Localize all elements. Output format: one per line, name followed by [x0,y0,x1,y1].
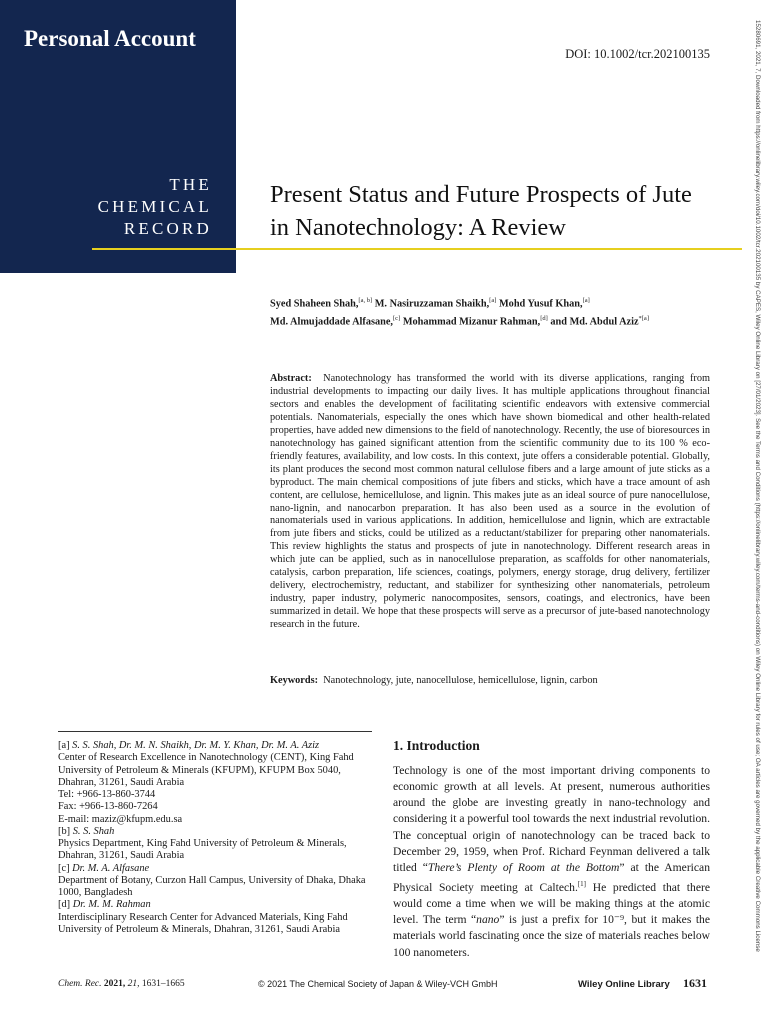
reference-link[interactable]: [1] [577,880,587,889]
author-name: Syed Shaheen Shah, [270,298,359,310]
section-heading: 1. Introduction [393,738,480,753]
keywords-text: Nanotechnology, jute, nanocellulose, hemicellulose, lignin, carbon [323,675,598,686]
footnote-email[interactable]: E-mail: maziz@kfupm.edu.sa [58,813,183,825]
keywords-label: Keywords: [270,675,319,686]
footnote-tag: [d] [58,899,71,911]
author-name: M. Nasiruzzaman Shaikh, [374,298,490,310]
journal-name-line: CHEMICAL [97,197,212,216]
footnote-divider [58,731,372,732]
affiliation-footnotes [58,740,378,936]
journal-logo [12,174,212,240]
abstract-label: Abstract: [270,373,312,384]
footnote-names: S. S. Shah, Dr. M. N. Shaikh, Dr. M. Y. Khan, Dr. M. A. Aziz [72,740,320,751]
footnote-line: Physics Department, King Fahd University of Petroleum & Minerals, Dhahran, 31261, Saudi Arabia [58,838,347,862]
talk-title: There’s Plenty of Room at the Bottom [427,860,620,874]
author-name: Mohd Yusuf Khan, [498,298,583,310]
intro-text: Technology is one of the most important driving components to economic growth at all levels. At present, numerous authorities around the globe are investing greatly in nano-technology and considering it a powerful tool towards the next industrial revolution. The conceptual origin of nanotechnology can be traced back to December 29, 1959, when Prof. Richard Feynman delivered a talk titled “ [393,764,710,874]
intro-text: ” at the American Physical Society meeting at Caltech. [393,860,710,894]
footnote-tag: [a] [58,740,70,751]
footnote [58,740,378,826]
accent-rule [92,248,742,250]
footnote-line: Fax: +966-13-860-7264 [58,801,158,813]
abstract-text: Nanotechnology has transformed the world with its diverse applications, ranging from industrial developments to impacting our daily lives. It has multiple applications throughout financial sectors and enables the development of facilitating scientific endeavors with extensive commercial potentials. Nanomaterials, especially the ones which have shown biomedical and other health-related properties, have added new dimensions to the field of nanotechnology. Recently, the use of bioresources in nanotechnology has gained significant attention from the scientific community due to its 100 % eco-friendly features, availability, and low costs. In this context, jute offers a considerable potential. Globally, its plant produces the second most common natural cellulose fibers and a large amount of jute sticks as a byproduct. The main chemical compositions of jute fibers and sticks, which have a trace amount of ash content, are cellulose, hemicellulose, and lignin. This makes jute as an ideal source of pure nanocellulose, nano-lignin, and nanocarbon preparation. It has also been used as a source in the evolution of nanomaterials used in various applications. In addition, hemicellulose and lignin, which are extractable from jute fibers and sticks, could be utilized as a reductant/stabilizer for preparing other nanomaterials. This review highlights the status and prospects of jute in nanotechnology. Different research areas in which jute can be applied, such as in nanocellulose preparation, as scaffolds for other nanomaterials, catalysis, carbon preparation, life sciences, coatings, polymers, energy storage, drug delivery, fertilizer delivery, electrochemistry, reductant, and stabilizer for synthesizing other nanomaterials, petroleum industry, paper industry, polymeric nanocomposites, sensors, coatings, and electronics, have been summarized in detail. We hope that these prospects will serve as a precursor of jute-based nanotechnology research in the future. [270,373,710,631]
citation-volume: 21, [127,979,140,989]
intro-paragraph [393,763,710,961]
journal-name-line: RECORD [123,219,212,238]
author-list [270,293,720,330]
term-nano: nano [476,913,500,927]
author-affiliation: [a] [489,297,497,304]
citation-pages: 1631–1665 [141,979,185,989]
wiley-online-library-link[interactable]: Wiley Online Library [578,979,670,990]
doi[interactable]: DOI: 10.1002/tcr.202100135 [565,47,710,61]
abstract [270,373,710,632]
author-name: Mohammad Mizanur Rahman, [402,316,541,328]
copyright: © 2021 The Chemical Society of Japan & Wiley-VCH GmbH [258,979,498,989]
footnote-line: Tel: +966-13-860-3744 [58,789,156,800]
author-affiliation: [a, b] [358,297,373,304]
citation-footer [58,979,185,989]
page-number: 1631 [683,976,707,990]
download-notice: 15280691, 2021, 7, Downloaded from https://onlinelibrary.wiley.com/doi/10.1002/tcr.202100135 by CAPES, Wiley Online Library on [27/01/2023]. See the Terms and Conditions (https://onlinelibrary.wiley.com/terms-and-conditions) on Wiley Online Library for rules of use; OA articles are governed by the applicable Creative Commons License [754,20,761,952]
footnote-line: Center of Research Excellence in Nanotechnology (CENT), King Fahd University of Petroleum & Minerals (KFUPM), KFUPM Box 5040, Dhahran, 31261, Saudi Arabia [58,752,354,788]
author-affiliation: [d] [540,315,548,323]
citation-year: 2021, [103,979,126,989]
header-banner [0,0,236,273]
intro-text: He predicted that there would come a time when we will be making things at the atomic level. The term “ [393,880,710,927]
footnote [58,899,378,936]
author-affiliation: *[a] [638,315,649,323]
footnote-line: Department of Botany, Curzon Hall Campus, University of Dhaka, Dhaka 1000, Bangladesh [58,874,366,898]
footnote-names: Dr. M. M. Rahman [72,899,151,911]
keywords [270,674,710,687]
author-affiliation: [a] [582,297,590,304]
author-name: and Md. Abdul Aziz [550,316,639,328]
footnote [58,826,378,863]
section-label: Personal Account [24,26,196,51]
journal-name-line: THE [169,175,212,194]
article-title: Present Status and Future Prospects of Jute in Nanotechnology: A Review [270,181,692,241]
author-name: Md. Almujaddade Alfasane, [270,316,394,328]
footnote-tag: [b] [58,825,71,837]
footnote-names: Dr. M. A. Alfasane [72,862,150,874]
footnote-line: Interdisciplinary Research Center for Advanced Materials, King Fahd University of Petroleum & Minerals, Dhahran, 31261, Saudi Arabia [58,911,348,935]
footnote [58,863,378,900]
footnote-tag: [c] [58,862,70,874]
footnote-names: S. S. Shah [72,825,115,837]
journal-abbr: Chem. Rec. [58,979,102,989]
author-affiliation: [c] [393,315,401,323]
intro-text: ” is just a prefix for 10⁻⁹, but it makes the materials world fascinating once the size of materials reaches below 100 nanometers. [393,913,710,959]
